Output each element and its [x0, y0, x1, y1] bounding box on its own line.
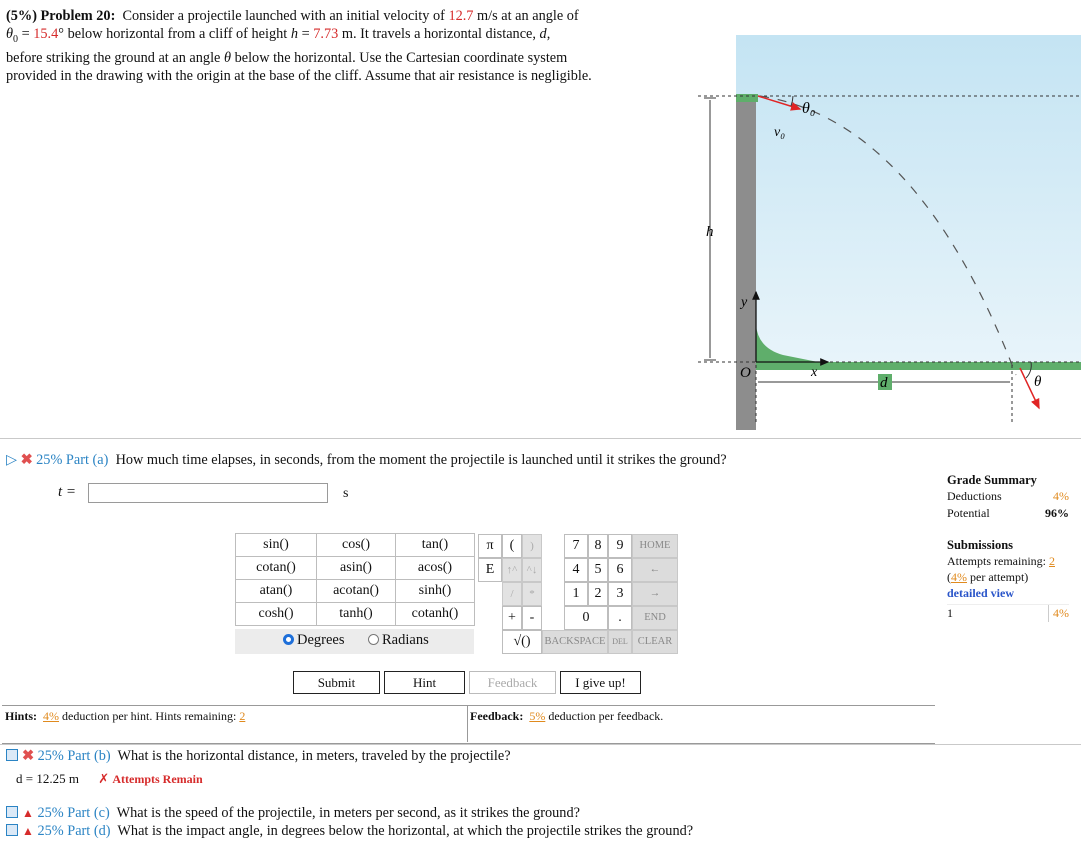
collapse-box-icon[interactable] — [6, 749, 18, 761]
function-keypad — [235, 533, 475, 626]
warning-icon: ▲ — [22, 824, 34, 838]
func-asin-button[interactable]: asin() — [317, 557, 396, 580]
problem-weight: (5%) — [6, 8, 37, 24]
separator-2 — [0, 744, 1081, 745]
func-cosh-button[interactable]: cosh() — [236, 603, 317, 626]
key-rparen[interactable]: ) — [522, 534, 542, 558]
key-minus[interactable]: - — [522, 606, 542, 630]
deductions-value: 4% — [1053, 489, 1069, 503]
label-theta: θ — [1034, 374, 1042, 390]
part-b-answer — [16, 771, 203, 787]
answer-variable-label: t = — [58, 484, 77, 500]
detailed-view-link[interactable]: detailed view — [947, 586, 1014, 600]
func-acos-button[interactable]: acos() — [396, 557, 475, 580]
key-end[interactable]: END — [632, 606, 678, 630]
per-attempt: (4% per attempt) — [947, 570, 1029, 584]
func-sin-button[interactable]: sin() — [236, 534, 317, 557]
part-b-answer-value: d = 12.25 m — [16, 771, 79, 786]
label-origin: O — [740, 365, 751, 381]
key-3[interactable]: 3 — [608, 582, 632, 606]
incorrect-icon: ✖ — [20, 452, 33, 468]
cliff-grass — [736, 94, 758, 102]
feedback-percent: 5% — [529, 709, 546, 723]
label-v0: v₀ — [774, 125, 786, 140]
part-a-label: Part (a) — [65, 452, 109, 468]
sky-background — [736, 35, 1081, 365]
label-x: x — [811, 365, 818, 380]
part-c-label: Part (c) — [67, 805, 110, 821]
part-d-question: What is the impact angle, in degrees below the horizontal, at which the projectile strikes the ground? — [117, 823, 694, 839]
key-up[interactable]: ↑^ — [502, 558, 522, 582]
answer-input[interactable] — [88, 483, 328, 503]
func-cotanh-button[interactable]: cotanh() — [396, 603, 475, 626]
part-b-label: Part (b) — [67, 748, 111, 764]
feedback-button[interactable]: Feedback — [469, 671, 556, 694]
problem-line-2: $\theta_0 = 15.4^\circ$ below horizontal from a cliff of height h = 7.73 m. It travels a horizontal distance, d, — [6, 26, 551, 45]
wrong-mark-icon: ✗ — [98, 771, 110, 786]
attempts-remaining-value: 2 — [1048, 554, 1055, 568]
warning-icon: ▲ — [22, 806, 34, 820]
key-9[interactable]: 9 — [608, 534, 632, 558]
submit-button[interactable]: Submit — [293, 671, 380, 694]
deductions-row: Deductions 4% — [947, 489, 1069, 503]
part-a-percent: 25% — [36, 452, 66, 468]
label-d: d — [880, 375, 888, 391]
key-dot[interactable]: . — [608, 606, 632, 630]
attempts-remaining: Attempts remaining: 2 — [947, 554, 1055, 568]
hints-remaining: 2 — [239, 709, 246, 723]
key-del[interactable]: DEL — [608, 630, 632, 654]
part-c-question: What is the speed of the projectile, in meters per second, as it strikes the ground? — [116, 805, 580, 821]
cliff-height-value: 7.73 — [313, 26, 339, 42]
func-sinh-button[interactable]: sinh() — [396, 580, 475, 603]
hint-button[interactable]: Hint — [384, 671, 465, 694]
problem-line-4: provided in the drawing with the origin at the base of the cliff. Assume that air resistance is negligible. — [6, 67, 592, 84]
key-7[interactable]: 7 — [564, 534, 588, 558]
problem-title: Problem 20: — [40, 8, 116, 24]
key-5[interactable]: 5 — [588, 558, 608, 582]
key-caret[interactable]: ^↓ — [522, 558, 542, 582]
initial-velocity-value: 12.7 — [448, 8, 474, 24]
hints-feedback-divider — [467, 705, 468, 742]
feedback-text: Feedback: 5% deduction per feedback. — [470, 709, 664, 723]
key-6[interactable]: 6 — [608, 558, 632, 582]
submission-history-row: 1 4% — [947, 606, 1069, 620]
key-home[interactable]: HOME — [632, 534, 678, 558]
problem-line-1: (5%) Problem 20: Consider a projectile launched with an initial velocity of 12.7 m/s at an angle of — [6, 8, 579, 24]
potential-row: Potential 96% — [947, 506, 1069, 520]
key-8[interactable]: 8 — [588, 534, 608, 558]
key-4[interactable]: 4 — [564, 558, 588, 582]
part-d-label: Part (d) — [67, 823, 111, 839]
func-acotan-button[interactable]: acotan() — [317, 580, 396, 603]
key-sqrt[interactable]: √() — [502, 630, 542, 654]
part-c-header[interactable]: ▲ 25% Part (c) What is the speed of the projectile, in meters per second, as it strikes the ground? — [6, 805, 580, 822]
potential-value: 96% — [1045, 506, 1069, 520]
answer-unit: s — [343, 486, 349, 501]
submission-history-value: 4% — [1048, 605, 1069, 622]
projectile-diagram — [698, 30, 1081, 430]
part-d-header[interactable]: ▲ 25% Part (d) What is the impact angle, in degrees below the horizontal, at which the projectile strikes the ground? — [6, 823, 693, 840]
part-b-header[interactable]: ✖ 25% Part (b) What is the horizontal distance, in meters, traveled by the projectile? — [6, 748, 511, 765]
key-2[interactable]: 2 — [588, 582, 608, 606]
collapse-box-icon[interactable] — [6, 806, 18, 818]
incorrect-icon: ✖ — [22, 748, 34, 764]
problem-statement — [6, 7, 696, 85]
degrees-radio[interactable] — [283, 634, 294, 645]
hints-percent: 4% — [43, 709, 60, 723]
key-right-arrow[interactable]: → — [632, 582, 678, 606]
label-theta0: θ₀ — [802, 100, 816, 117]
ground-shade — [756, 370, 1081, 430]
degrees-option[interactable]: Degrees — [283, 632, 345, 649]
func-atan-button[interactable]: atan() — [236, 580, 317, 603]
key-clear[interactable]: CLEAR — [632, 630, 678, 654]
part-b-question: What is the horizontal distance, in meters, traveled by the projectile? — [117, 748, 511, 764]
func-cos-button[interactable]: cos() — [317, 534, 396, 557]
angle-mode-selector — [235, 629, 474, 654]
key-slash[interactable]: / — [502, 582, 522, 606]
radians-radio[interactable] — [368, 634, 379, 645]
separator — [0, 438, 1081, 439]
grade-summary — [947, 473, 1069, 622]
hints-text: Hints: 4% deduction per hint. Hints remaining: 2 — [5, 709, 246, 723]
submissions-title: Submissions — [947, 538, 1014, 552]
problem-line-3: before striking the ground at an angle θ below the horizontal. Use the Cartesian coordinate system — [6, 49, 568, 66]
func-tanh-button[interactable]: tanh() — [317, 603, 396, 626]
expand-triangle-icon[interactable]: ▷ — [6, 452, 17, 468]
part-a-question: How much time elapses, in seconds, from the moment the projectile is launched until it strikes the ground? — [115, 452, 727, 468]
collapse-box-icon[interactable] — [6, 824, 18, 836]
label-y: y — [741, 295, 748, 310]
grade-summary-title: Grade Summary — [947, 473, 1037, 487]
func-cotan-button[interactable]: cotan() — [236, 557, 317, 580]
key-lparen[interactable]: ( — [502, 534, 522, 558]
key-0[interactable]: 0 — [564, 606, 608, 630]
key-E[interactable]: E — [478, 558, 502, 582]
label-h: h — [706, 224, 714, 240]
key-multiply[interactable]: * — [522, 582, 542, 606]
key-1[interactable]: 1 — [564, 582, 588, 606]
key-pi[interactable]: π — [478, 534, 502, 558]
part-a-header[interactable] — [6, 452, 727, 469]
key-plus[interactable]: + — [502, 606, 522, 630]
func-tan-button[interactable]: tan() — [396, 534, 475, 557]
key-left-arrow[interactable]: ← — [632, 558, 678, 582]
key-backspace[interactable]: BACKSPACE — [542, 630, 608, 654]
give-up-button[interactable]: I give up! — [560, 671, 641, 694]
part-b-status: Attempts Remain — [112, 772, 203, 786]
launch-angle-value: 15.4 — [33, 26, 59, 42]
radians-option[interactable]: Radians — [368, 632, 429, 649]
